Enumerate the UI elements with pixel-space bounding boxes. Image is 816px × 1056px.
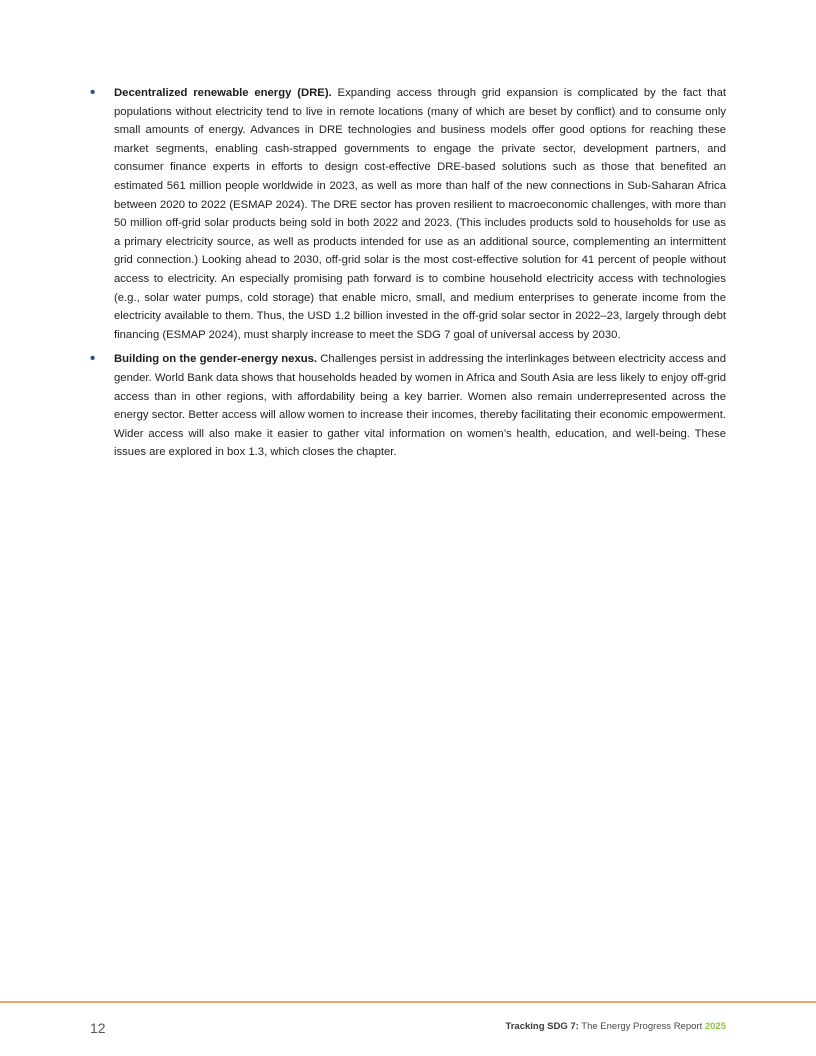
bullet-body: Challenges persist in addressing the interlinkages between electricity access and gender. World Bank data shows that households headed by women in Africa and South Asia are less likely to enjoy off-grid access than in other regions, with affordability being a key barrier. Women also remain underrepresented across the energy sector. Better access will allow women to increase their incomes, thereby facilitating their economic empowerment. Wider access will also make it easier to gather vital information on women’s health, education, and well-being. These issues are explored in box 1.3, which closes the chapter. <box>114 353 726 459</box>
footer-report-title <box>505 1021 726 1032</box>
bullet-paragraph <box>114 350 726 462</box>
footer-report-year: 2025 <box>704 1021 726 1032</box>
footer-divider <box>0 1001 816 1003</box>
bullet-item-gender-energy <box>90 350 726 462</box>
bullet-heading: Building on the gender-energy nexus. <box>114 353 318 366</box>
main-content <box>90 84 726 468</box>
bullet-icon: • <box>90 350 96 368</box>
bullet-item-dre <box>90 84 726 344</box>
bullet-heading: Decentralized renewable energy (DRE). <box>114 87 332 99</box>
bullet-paragraph <box>114 84 726 344</box>
page-number: 12 <box>90 1020 106 1036</box>
footer-report-name: The Energy Progress Report <box>578 1021 705 1032</box>
footer-report-label: Tracking SDG 7: <box>505 1021 579 1032</box>
bullet-icon: • <box>90 84 96 101</box>
bullet-body: Expanding access through grid expansion is complicated by the fact that populations without electricity tend to live in remote locations (many of which are beset by conflict) and to consume only small amounts of energy. Advances in DRE technologies and business models offer good options for reaching these market segments, enabling cash-strapped governments to engage the private sector, development partners, and consumer finance experts in efforts to design cost-effective DRE-based solutions such as those that benefited an estimated 561 million people worldwide in 2023, as well as more than half of the new connections in Sub-Saharan Africa between 2020 to 2022 (ESMAP 2024). The DRE sector has proven resilient to macroeconomic challenges, with more than 50 million off-grid solar products being sold in both 2022 and 2023. (This includes products sold to households for use as a primary electricity source, as well as products intended for use as an additional source, complementing an intermittent grid connection.) Looking ahead to 2030, off-grid solar is the most cost-effective solution for 41 percent of people without access to electricity. An especially promising path forward is to combine household electricity access with technologies (e.g., solar water pumps, cold storage) that enable micro, small, and medium enterprises to generate income from the electricity available to them. Thus, the USD 1.2 billion invested in the off-grid solar sector in 2022–23, largely through debt financing (ESMAP 2024), must sharply increase to meet the SDG 7 goal of universal access by 2030. <box>114 87 727 341</box>
